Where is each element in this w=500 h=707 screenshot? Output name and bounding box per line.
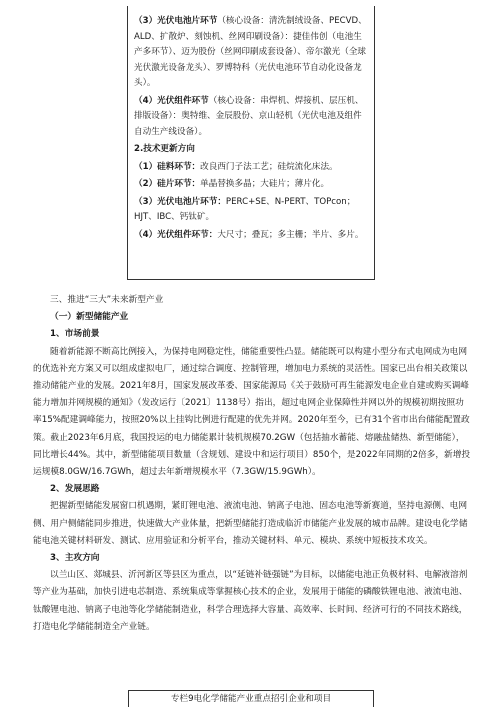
box-label: （1）硅料环节： (134, 161, 201, 172)
box-text: 大尺寸；叠瓦；多主栅；半片、多片。 (217, 229, 364, 240)
market-paragraph: 随着新能源不断高比例接入，为保持电网稳定性，储能重要性凸显。储能既可以构建小型分布式电网成为电网的优选补充方案又可以组成虚拟电厂，通过综合调度、控制管理，增加电力系统的灵活性。国家已出台相关政策以推动储能产业的发展。2021年8月，国家发展改革委、国家能源局《关于鼓励可再生能源发电企业自建或购买调峰能力增加并网规模的通知》（发改运行〔2021〕1138号）指出，超过电网企业保障性并网以外的规模初期按照功率15%配建调峰能力，按照20%以上挂钩比例进行配建的优先并网。2020年至今，已有31个省市出台储能配置政策。截止2023年6月底，我国投运的电力储能累计装机规模70.2GW（包括抽水蓄能、熔融盐储热、新型储能），同比增长44%。其中，新型储能项目数量（含规划、建设中和运行项目）850个，是2022年同期的2倍多，新增投运规模8.0GW/16.7GWh，超过去年新增规模水平（7.3GW/15.9GWh）。 (33, 346, 471, 478)
box-text: 单晶替换多晶；大硅片；薄片化。 (200, 179, 330, 189)
box-label: （4）光伏组件环节 (134, 95, 209, 106)
box-item (134, 160, 370, 176)
box-text: （核心设备：清洗制绒设备、PECVD、ALD、扩散炉、刻蚀机、丝网印刷设备）：捷佳伟创（电池生产多环节）、迈为股份（丝网印刷成套设备）、帝尔激光（全球光伏激光设备龙头）、罗博特科（光伏电池环节自动化设备龙头）。 (134, 16, 367, 88)
market-heading: 1、市场前景 (50, 329, 100, 340)
box-label: （3）光伏电池片环节 (134, 16, 218, 26)
direction-heading: 3、主攻方向 (50, 553, 100, 564)
box-text: （核心设备：串焊机、焊接机、层压机、排版设备）：奥特维、金辰股份、京山轻机（光伏电池及组件自动生产线设备）。 (134, 95, 364, 137)
box-label: （2）硅片环节： (134, 179, 201, 189)
box-label: （3）光伏电池片环节： (134, 196, 226, 207)
box-heading: 2.技术更新方向 (134, 144, 195, 154)
subsection-heading: （一）新型储能产业 (50, 312, 129, 323)
box-paragraph (134, 14, 370, 92)
box-item (134, 177, 370, 193)
direction-paragraph: 以兰山区、郯城县、沂河新区等县区为重点，以“延链补链强链”为目标，以储能电池正负极材料、电解液溶剂等产业为基础，加快引进电芯制造、系统集成等掌握核心技术的企业，发展用于储能的磷酸铁锂电池、液流电池、钛酸锂电池、钠离子电池等化学储能制造业，科学合理选择大容量、高效率、长时间、经济可行的不同技术路线，打造电化学储能制造全产业链。 (33, 570, 468, 632)
development-paragraph: 把握新型储能发展窗口机遇期，紧盯锂电池、液流电池、钠离子电池、固态电池等新赛道，坚持电源侧、电网侧、用户侧储能同步推进，快速做大产业体量，把新型储能打造成临沂市储能产业发展的城市品牌。建设电化学储能电池关键材料研发、测试、应用验证和分析平台，推动关键材料、单元、模块、系统中短板技术攻关。 (33, 501, 468, 546)
box-text: PERC+SE、N-PERT、TOPcon；HJT、IBC、钙钛矿。 (134, 196, 356, 222)
box-label: （4）光伏组件环节： (134, 229, 218, 240)
box-paragraph (134, 94, 370, 141)
development-heading: 2、发展思路 (50, 484, 100, 495)
box-text: 改良西门子法工艺；硅烷流化床法。 (200, 161, 338, 172)
column-caption: 专栏9电化学储能产业重点招引企业和项目 (128, 690, 374, 707)
box-item (134, 195, 370, 226)
tech-box (127, 6, 375, 280)
section-heading: 三、推进“三大”未来新型产业 (50, 295, 164, 305)
main-content (33, 292, 471, 636)
box-item (134, 228, 370, 244)
